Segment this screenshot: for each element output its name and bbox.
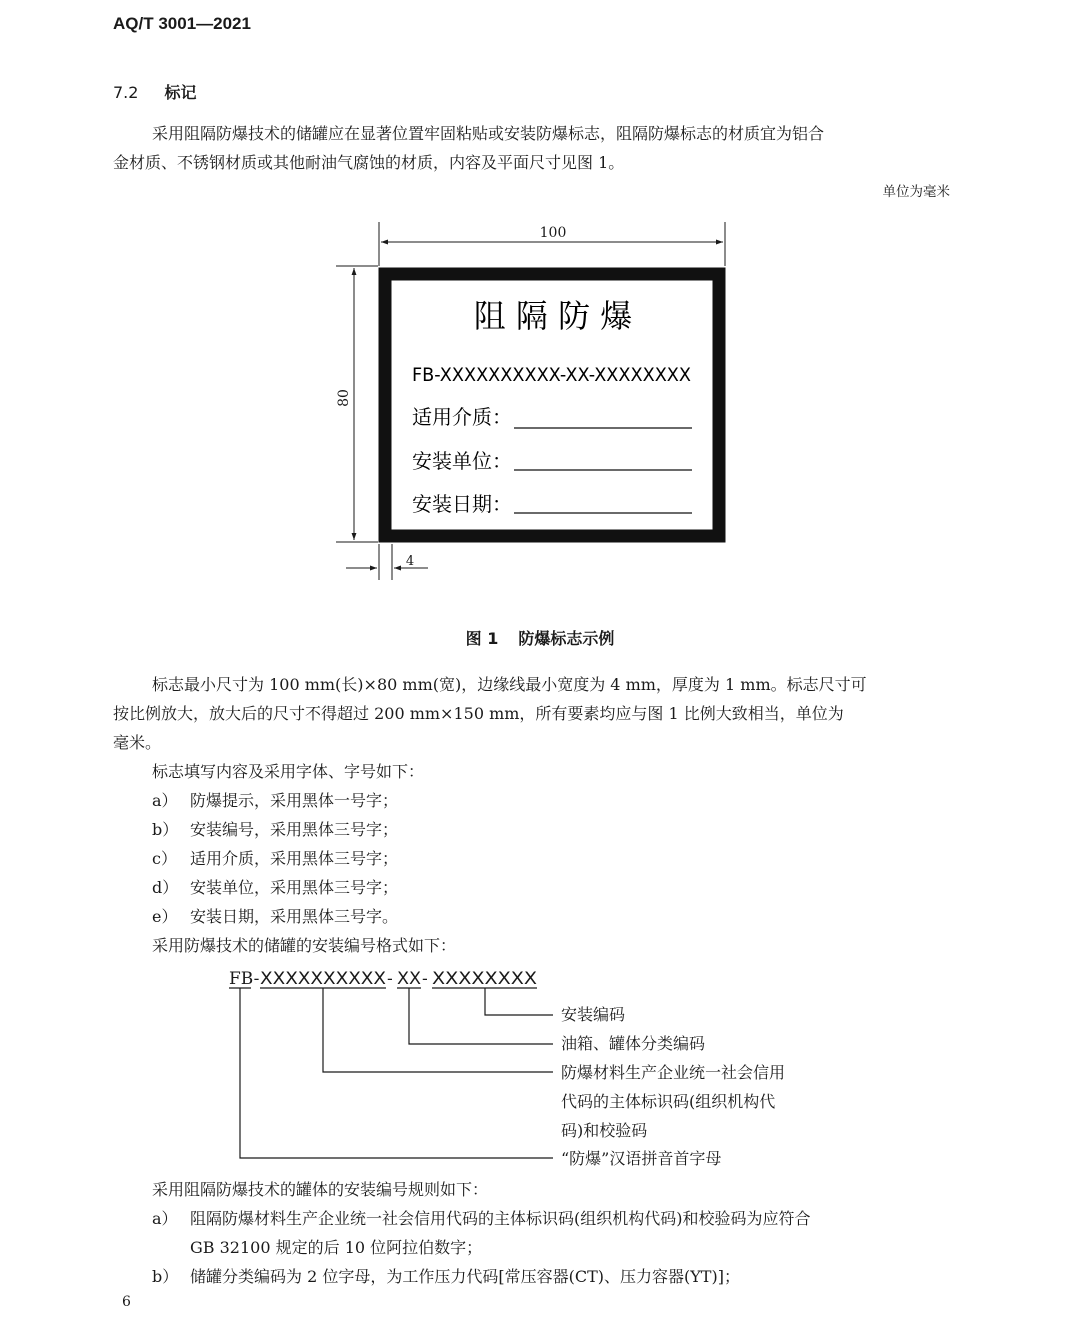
dim-border-label: 4 — [405, 554, 415, 569]
dim-width-label: 100 — [539, 225, 567, 241]
standard-code: AQ/T 3001—2021 — [113, 14, 251, 33]
code-format-diagram — [0, 960, 1080, 1170]
leader-install — [485, 988, 553, 1015]
label-tank-code: 油箱、罐体分类编码 — [561, 1034, 706, 1053]
size-line-2: 按比例放大，放大后的尺寸不得超过 200 mm×150 mm，所有要素均应与图 1 比例大致相当，单位为 — [113, 704, 844, 723]
list-item-text: 安装单位，采用黑体三号字； — [190, 878, 399, 897]
rule-b-label: b） — [152, 1267, 179, 1286]
format-intro: 采用防爆技术的储罐的安装编号格式如下： — [152, 936, 457, 955]
fill-intro: 标志填写内容及采用字体、字号如下： — [152, 762, 425, 781]
page-number: 6 — [122, 1294, 131, 1310]
label-fb-prefix: “防爆”汉语拼音首字母 — [561, 1149, 722, 1168]
rule-a-line-2: GB 32100 规定的后 10 位阿拉伯数字； — [190, 1238, 483, 1257]
list-item-label: d） — [152, 878, 179, 897]
sign-field-unit: 安装单位： — [412, 449, 512, 473]
label-org-code-line-1: 防爆材料生产企业统一社会信用 — [561, 1063, 786, 1082]
rule-b — [152, 1262, 740, 1291]
dim-height-label: 80 — [336, 389, 352, 407]
rule-a-line-1: 阻隔防爆材料生产企业统一社会信用代码的主体标识码(组织机构代码)和校验码为应符合 — [190, 1209, 811, 1228]
code-prefix: FB- — [229, 969, 260, 989]
list-item-label: b） — [152, 820, 179, 839]
leader-org — [323, 988, 553, 1072]
sign-field-medium: 适用介质： — [412, 405, 512, 429]
label-org-code-line-3: 码)和校验码 — [561, 1121, 648, 1140]
section-title: 标记 — [164, 83, 197, 102]
list-item-label: c） — [152, 849, 177, 868]
sign-figure — [0, 0, 1080, 600]
code-separator-2: - — [422, 969, 428, 989]
rule-a — [152, 1204, 811, 1233]
section-number: 7.2 — [113, 83, 139, 102]
figure-caption — [0, 626, 1080, 649]
list-item-label: e） — [152, 907, 178, 926]
code-segment-tank: XX — [397, 969, 422, 989]
list-item-text: 防爆提示，采用黑体一号字； — [190, 791, 399, 810]
size-line-3: 毫米。 — [113, 733, 162, 752]
list-item-label: a） — [152, 791, 178, 810]
code-separator-1: - — [387, 969, 393, 989]
figure-caption-title: 防爆标志示例 — [518, 629, 615, 648]
list-item — [152, 786, 398, 815]
intro-line-1: 采用阻隔防爆技术的储罐应在显著位置牢固粘贴或安装防爆标志，阻隔防爆标志的材质宜为铝合 — [152, 124, 825, 143]
list-item-text: 安装编号，采用黑体三号字； — [190, 820, 399, 839]
size-line-1: 标志最小尺寸为 100 mm(长)×80 mm(宽)，边缘线最小宽度为 4 mm，厚度为 1 mm。标志尺寸可 — [152, 675, 867, 694]
code-segment-org: XXXXXXXXXX — [260, 969, 387, 989]
figure-caption-number: 图 1 — [465, 629, 499, 648]
label-org-code-line-2: 代码的主体标识码(组织机构代 — [561, 1092, 776, 1111]
sign-code: FB-XXXXXXXXXX-XX-XXXXXXXX — [412, 364, 691, 386]
rule-a-label: a） — [152, 1209, 178, 1228]
sign-title: 阻 隔 防 爆 — [473, 297, 633, 335]
code-segment-install: XXXXXXXX — [432, 969, 538, 989]
sign-field-date: 安装日期： — [412, 492, 512, 516]
label-install-code: 安装编码 — [561, 1005, 626, 1024]
list-item — [152, 902, 398, 931]
intro-line-2: 金材质、不锈钢材质或其他耐油气腐蚀的材质，内容及平面尺寸见图 1。 — [113, 153, 625, 172]
list-item-text: 安装日期，采用黑体三号字。 — [190, 907, 399, 926]
unit-note: 单位为毫米 — [882, 184, 950, 200]
list-item — [152, 873, 398, 902]
list-item-text: 适用介质，采用黑体三号字； — [190, 849, 399, 868]
list-item — [152, 844, 398, 873]
leader-fb — [240, 988, 553, 1158]
leader-tank — [409, 988, 553, 1044]
rule-b-line-1: 储罐分类编码为 2 位字母，为工作压力代码[常压容器(CT)、压力容器(YT)]； — [190, 1267, 740, 1286]
rules-intro: 采用阻隔防爆技术的罐体的安装编号规则如下： — [152, 1180, 489, 1199]
list-item — [152, 815, 398, 844]
